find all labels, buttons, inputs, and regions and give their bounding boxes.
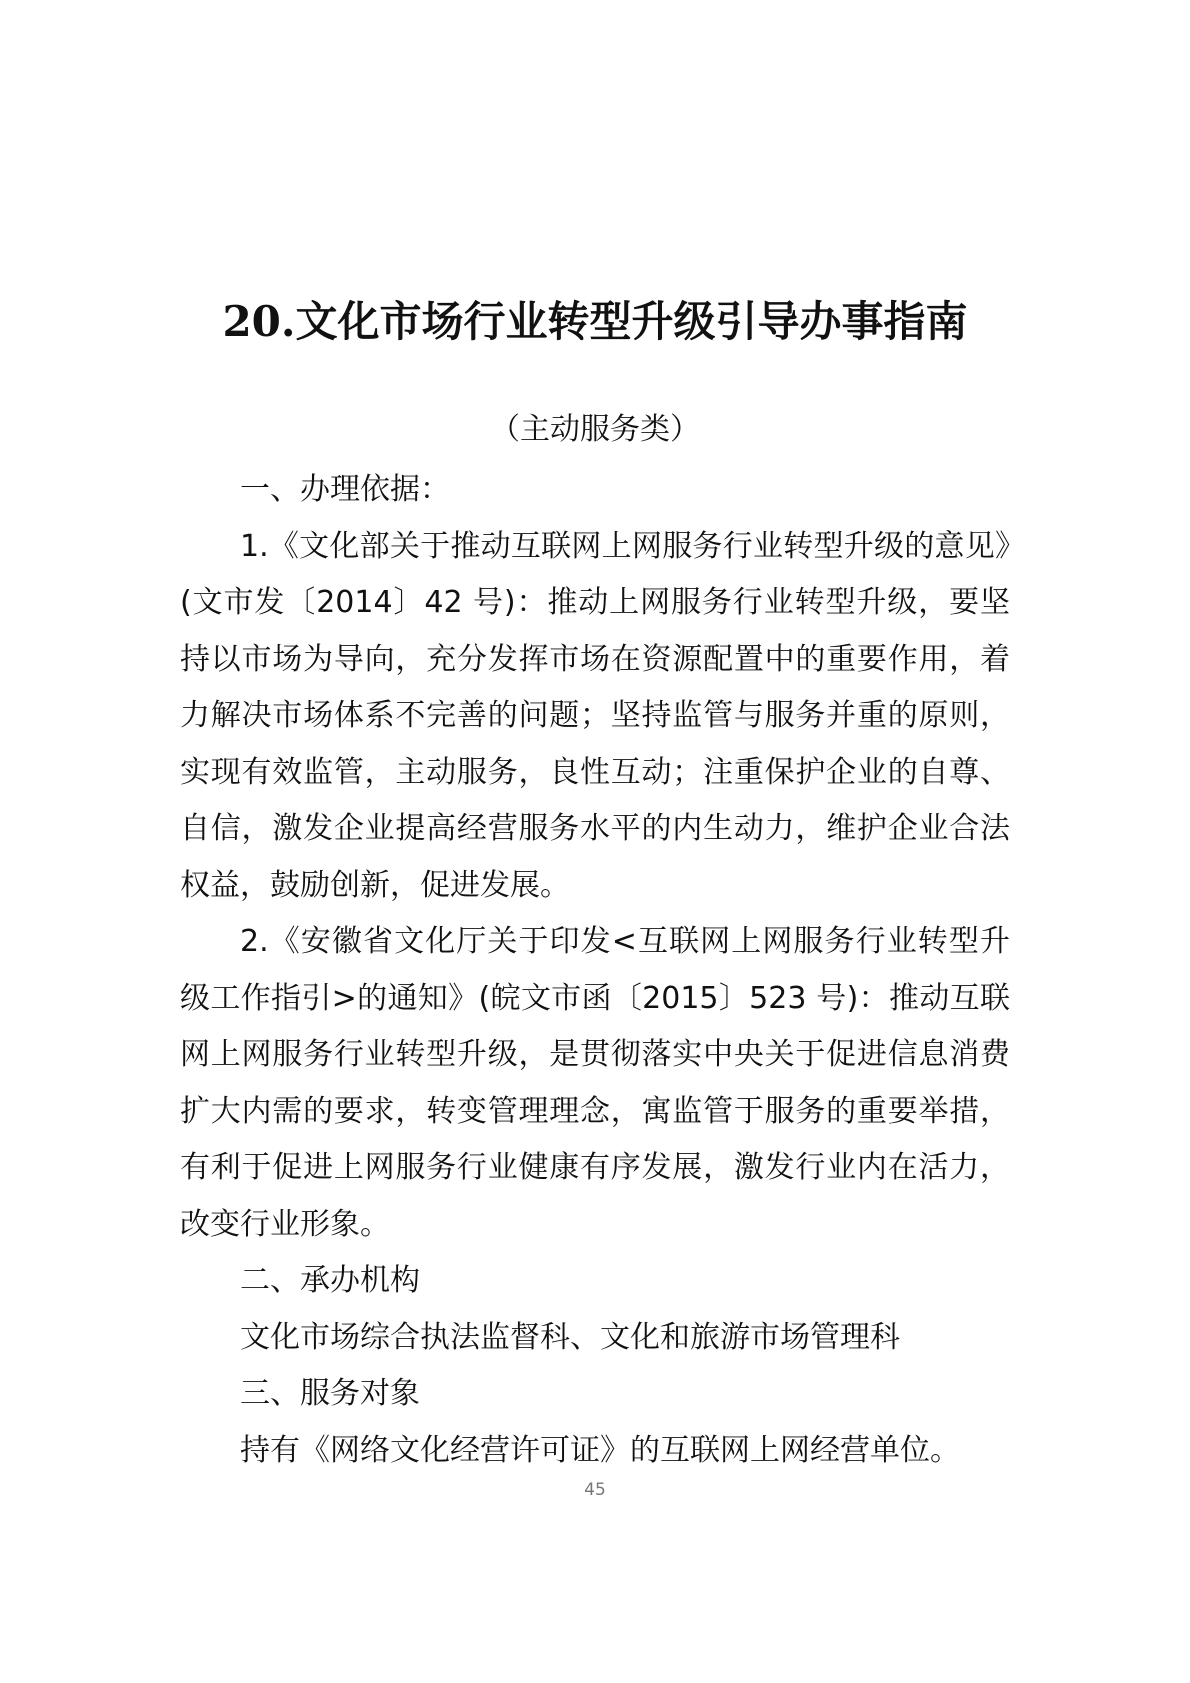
section-heading-service-target: 三、服务对象 (240, 1376, 420, 1411)
basis-item-1: 1.《文化部关于推动互联网上网服务行业转型升级的意见》(文市发〔2014〕42 号)：推动上网服务行业转型升级，要坚持以市场为导向，充分发挥市场在资源配置中的重要作用，着力解决市场体系不完善的问题；坚持监管与服务并重的原则，实现有效监管，主动服务，良性互动；注重保护企业的自尊、自信，激发企业提高经营服务水平的内生动力，维护企业合法权益，鼓励创新，促进发展。 (180, 528, 1010, 903)
section-heading-basis: 一、办理依据： (240, 472, 450, 507)
section-heading-agency: 二、承办机构 (240, 1263, 420, 1298)
page-number: 45 (584, 1480, 606, 1500)
service-target-content: 持有《网络文化经营许可证》的互联网上网经营单位。 (240, 1432, 960, 1468)
document-category: （主动服务类） (490, 412, 700, 447)
document-title: 20.文化市场行业转型升级引导办事指南 (222, 297, 968, 346)
basis-item-2: 2.《安徽省文化厅关于印发<互联网上网服务行业转型升级工作指引>的通知》(皖文市函〔2015〕523 号)：推动互联网上网服务行业转型升级，是贯彻落实中央关于促进信息消费扩大内需的要求，转变管理理念，寓监管于服务的重要举措，有利于促进上网服务行业健康有序发展，激发行业内在活力，改变行业形象。 (180, 924, 1010, 1242)
agency-content: 文化市场综合执法监督科、文化和旅游市场管理科 (240, 1319, 900, 1355)
document-body (180, 462, 1010, 1479)
